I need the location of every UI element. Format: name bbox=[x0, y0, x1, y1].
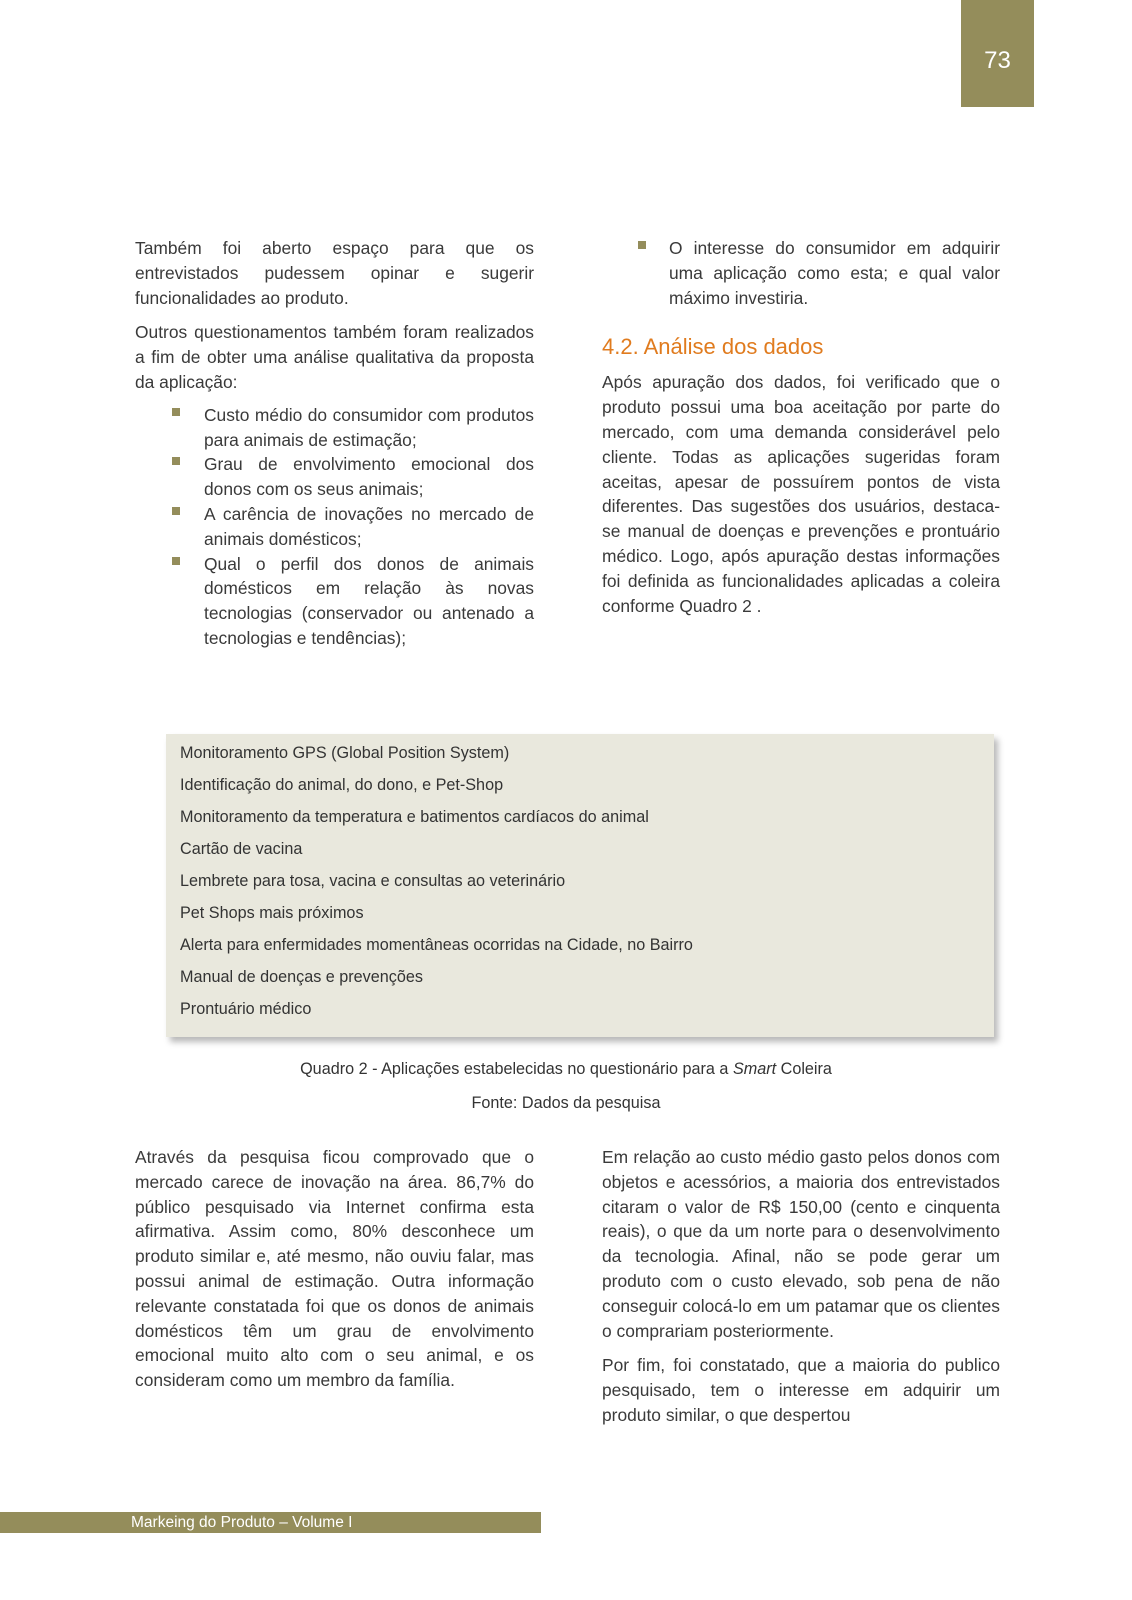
bullet-list bbox=[602, 236, 1000, 310]
quadro-item: Cartão de vacina bbox=[180, 840, 303, 858]
paragraph: Após apuração dos dados, foi verificado que o produto possui uma boa aceitação por parte do mercado, com uma demanda considerável pelo cliente. Todas as aplicações sugeridas foram aceitas, apesar de possuírem pontos de vista diferentes. Das sugestões dos usuários, destaca-se manual de doenças e prevenções e prontuário médico. Logo, após apuração destas informações foi definida as funcionalidades aplicadas a coleira conforme Quadro 2 . bbox=[602, 372, 1000, 616]
paragraph: Através da pesquisa ficou comprovado que o mercado carece de inovação na área. 86,7% do público pesquisado via Internet confirma esta afirmativa. Assim como, 80% desconhece um produto similar e, até mesmo, não ouviu falar, mas possui animal de estimação. Outra informação relevante constatada foi que os donos de animais domésticos têm um grau de envolvimento emocional muito alto com o seu animal, e os consideram como um membro da família. bbox=[135, 1147, 534, 1391]
list-item: O interesse do consumidor em adquirir uma aplicação como esta; e qual valor máximo investiria. bbox=[602, 236, 1000, 310]
square-bullet-icon bbox=[638, 241, 646, 249]
list-item: A carência de inovações no mercado de animais domésticos; bbox=[135, 502, 534, 552]
footer-title: Markeing do Produto – Volume I bbox=[131, 1514, 353, 1531]
quadro-box bbox=[166, 734, 994, 1037]
quadro-item: Monitoramento da temperatura e batimentos cardíacos do animal bbox=[180, 808, 649, 826]
square-bullet-icon bbox=[172, 507, 180, 515]
right-column-top bbox=[602, 236, 1000, 628]
quadro-item: Prontuário médico bbox=[180, 1000, 312, 1018]
list-item: Grau de envolvimento emocional dos donos com os seus animais; bbox=[135, 452, 534, 502]
section-heading: 4.2. Análise dos dados bbox=[602, 334, 824, 360]
list-item: Qual o perfil dos donos de animais domésticos em relação às novas tecnologias (conservador ou antenado a tecnologias e tendências); bbox=[135, 552, 534, 651]
quadro-item: Lembrete para tosa, vacina e consultas ao veterinário bbox=[180, 872, 566, 890]
footer-bar bbox=[0, 1512, 541, 1533]
quadro-item: Monitoramento GPS (Global Position System) bbox=[180, 744, 510, 762]
quadro-item: Alerta para enfermidades momentâneas ocorridas na Cidade, no Bairro bbox=[180, 936, 693, 954]
left-column-bottom bbox=[135, 1145, 534, 1403]
paragraph: Também foi aberto espaço para que os entrevistados pudessem opinar e sugerir funcionalidades ao produto. bbox=[135, 238, 534, 308]
bullet-list bbox=[135, 403, 534, 651]
page-number: 73 bbox=[961, 0, 1034, 107]
square-bullet-icon bbox=[172, 408, 180, 416]
square-bullet-icon bbox=[172, 557, 180, 565]
right-column-bottom bbox=[602, 1145, 1000, 1438]
left-column-top bbox=[135, 236, 534, 651]
paragraph: Por fim, foi constatado, que a maioria do publico pesquisado, tem o interesse em adquirir um produto similar, o que despertou bbox=[602, 1355, 1000, 1425]
square-bullet-icon bbox=[172, 457, 180, 465]
quadro-item: Identificação do animal, do dono, e Pet-Shop bbox=[180, 776, 504, 794]
quadro-item: Manual de doenças e prevenções bbox=[180, 968, 423, 986]
paragraph: Outros questionamentos também foram realizados a fim de obter uma análise qualitativa da proposta da aplicação: bbox=[135, 322, 534, 392]
quadro-item: Pet Shops mais próximos bbox=[180, 904, 364, 922]
paragraph: Em relação ao custo médio gasto pelos donos com objetos e acessórios, a maioria dos entrevistados citaram o valor de R$ 150,00 (cento e cinquenta reais), o que da um norte para o desenvolvimento da tecnologia. Afinal, não se pode gerar um produto com o custo elevado, sob pena de não conseguir colocá-lo em um patamar que os clientes o comprariam posteriormente. bbox=[602, 1147, 1000, 1341]
list-item: Custo médio do consumidor com produtos para animais de estimação; bbox=[135, 403, 534, 453]
quadro-source: Fonte: Dados da pesquisa bbox=[471, 1094, 661, 1112]
quadro-caption: Quadro 2 - Aplicações estabelecidas no questionário para a Smart Coleira bbox=[300, 1060, 832, 1078]
